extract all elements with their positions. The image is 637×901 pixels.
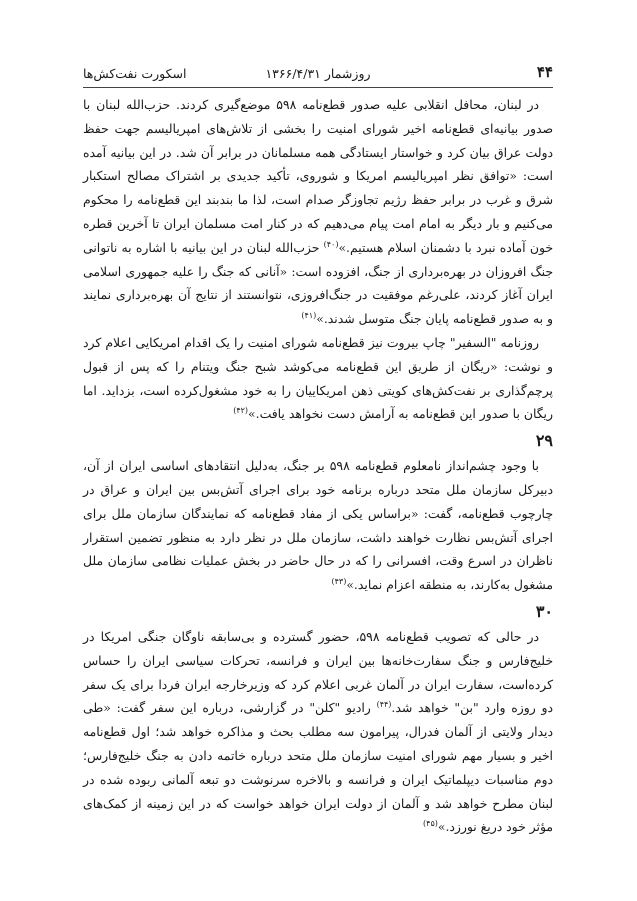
paragraph-section-30: در حالی که تصویب قطع‌نامه ۵۹۸، حضور گسترده و بی‌سابقه ناوگان جنگی امریکا در خلیج‌فارس و جنگ سفارت‌خانه‌ها بین ایران و فرانسه، تحرکات سیاسی ایران را حساس کرده‌است، سفارت ایران در آلمان غربی اعلام کرد که وزیرخارجه ایران فردا برای یک سفر دو روزه وارد "بن" خواهد شد.$^{(۴۴)}$ رادیو "کلن" در گزارشی، درباره این سفر گفت: «طی دیدار ولایتی از آلمان فدرال، پیرامون سه مطلب بحث و مذاکره خواهد شد؛ اول قطع‌نامه اخیر و بسیار مهم شورای امنیت سازمان ملل متحد درباره خاتمه دادن به جنگ خلیج‌فارس؛ دوم مناسبات دیپلماتیک ایران و فرانسه و بالاخره سرنوشت دو تبعه آلمانی ربوده شده در لبنان مطرح خواهد شد و آلمان از دولت ایران خواهد خواست که در این زمینه از کمک‌های مؤثر خود دریغ نورزد.»$^{(۴۵)}$ <box>83 628 553 835</box>
footnote-ref: (۴۵) <box>423 819 438 829</box>
book-title: اسکورت نفت‌کش‌ها <box>83 66 187 81</box>
page-header <box>83 63 553 85</box>
section-number-30: ۳۰ <box>535 601 553 621</box>
footnote-ref: (۴۰) <box>323 239 339 249</box>
paragraph-lebanon: در لبنان، محافل انقلابی علیه صدور قطع‌نامه ۵۹۸ موضع‌گیری کردند. حزب‌الله لبنان با صدور بیانیه‌ای قطع‌نامه اخیر شورای امنیت را بخشی از تلاش‌های امپریالیسم جهت حفظ دولت عراق بیان کرد و خواستار ایستادگی همه مسلمانان در برابر آن شد. در این بیانیه آمده است: «توافق نظر امپریالیسم امریکا و شوروی، تأکید جدیدی بر اشتراک مصالح استکبار شرق و غرب در برابر حفظ رژیم تجاوزگر صدام است، لذا ما بندبند این قطع‌نامه را محکوم می‌کنیم و بار دیگر به امام امت پیام می‌دهیم که در کنار امت مسلمان ایران تا آخرین قطره خون آماده نبرد با دشمنان اسلام هستیم.»$^{(۴۰)}$ حزب‌الله لبنان در این بیانیه با اشاره به ناتوانی جنگ افروزان در بهره‌برداری از جنگ، افزوده است: «آنانی که جنگ را علیه جمهوری اسلامی ایران آغاز کردند، علی‌رغم موفقیت در جنگ‌افروزی، نتوانستند از نتایج آن بهره‌برداری نمایند و به صدور قطع‌نامه پایان جنگ متوسل شدند.»$^{(۴۱)}$ <box>83 97 554 327</box>
paragraph-assafir: روزنامه "السفیر" چاپ بیروت نیز قطع‌نامه شورای امنیت را یک اقدام امریکایی اعلام کرد و نوشت: «ریگان از طریق این قطع‌نامه می‌کوشد شبح جنگ ویتنام را که پس از قبول پرچم‌گذاری بر نفت‌کش‌های کویتی ذهن امریکاییان را به خود مشغول‌کرده است، بزداید. اما ریگان با صدور این قطع‌نامه به آرامش دست نخواهد یافت.»$^{(۴۲)}$ <box>83 334 553 422</box>
chronology-date: روزشمار ۱۳۶۶/۴/۳۱ <box>265 66 371 81</box>
page-body <box>83 93 553 839</box>
section-number-29: ۲۹ <box>535 431 553 451</box>
paragraph-section-29: با وجود چشم‌انداز نامعلوم قطع‌نامه ۵۹۸ بر جنگ، به‌دلیل انتقادهای اساسی ایران از آن، دبیرکل سازمان ملل متحد درباره برنامه خود برای اجرای آتش‌بس بین ایران و عراق در چارچوب قطع‌نامه، گفت: «براساس یکی از مفاد قطع‌نامه که نمایندگان سازمان ملل برای اجرای آتش‌بس نظارت خواهند داشت، سازمان ملل در نظر دارد به منظور تضمین استقرار ناظران در اسرع وقت، افسرانی را که در حال حاضر در بخش عملیات نظامی سازمان ملل مشغول به‌کارند، به منطقه اعزام نماید.»$^{(۴۳)}$ <box>83 458 553 593</box>
page-number: ۴۴ <box>536 63 553 81</box>
footnote-ref: (۴۴) <box>376 700 392 710</box>
header-rule <box>83 87 553 88</box>
footnote-ref: (۴۱) <box>301 311 317 321</box>
footnote-ref: (۴۳) <box>331 577 347 587</box>
footnote-ref: (۴۲) <box>233 406 249 416</box>
